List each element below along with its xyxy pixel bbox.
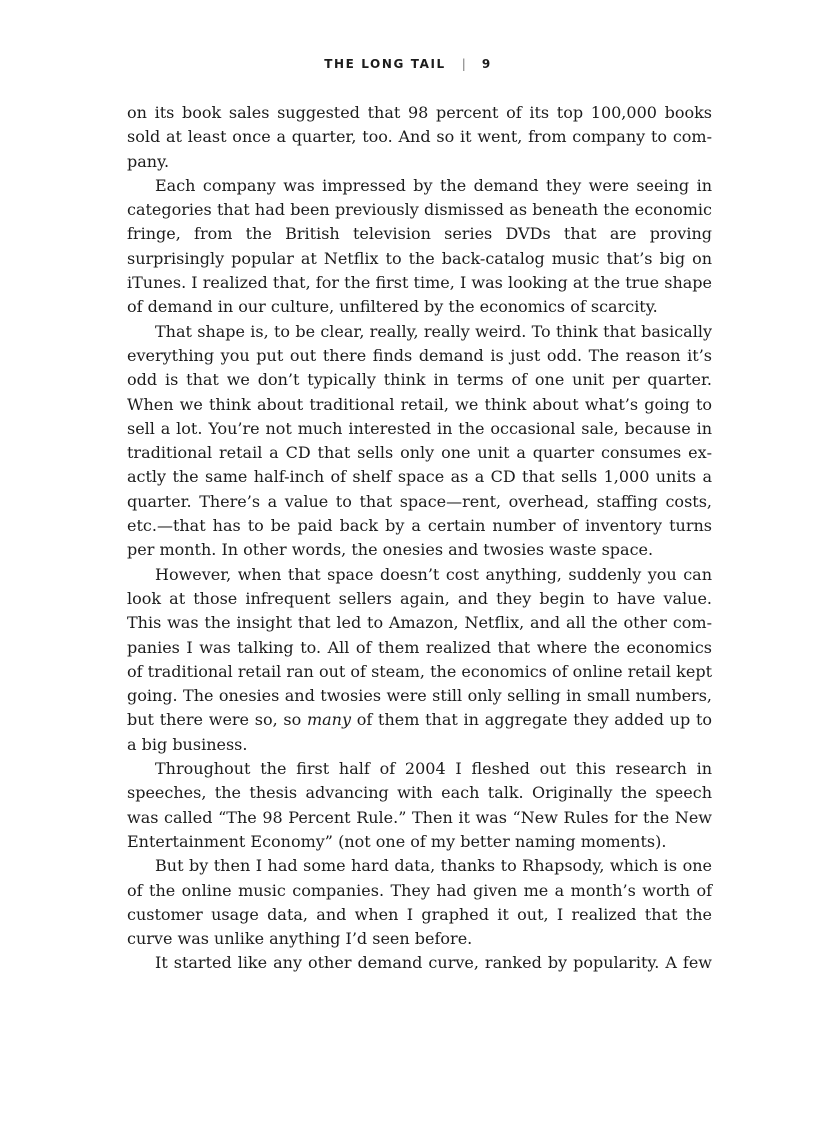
page-number: 9 (481, 57, 492, 71)
paragraph: Throughout the first half of 2004 I fleshed out this research in speeches, the thesis advancing with each talk. Originally the speech was called “The 98 Percent Rule.” Then it was “New Rules for the New Entertainment Economy” (not one of my better naming moments). (127, 759, 712, 851)
running-header (0, 57, 816, 71)
header-separator: | (461, 57, 466, 71)
body-text (127, 101, 712, 976)
paragraph: But by then I had some hard data, thanks to Rhapsody, which is one of the online music companies. They had given me a month’s worth of customer usage data, and when I graphed it out, I realized that the curve was unlike anything I’d seen before. (127, 856, 712, 949)
paragraph: It started like any other demand curve, ranked by popularity. A few (155, 953, 712, 973)
paragraph: Each company was impressed by the demand they were seeing in categories that had been previously dismissed as beneath the economic fringe, from the British television series DVDs that are proving surprisingly popular at Netflix to the back-catalog music that’s big on iTunes. I realized that, for the first time, I was looking at the true shape of demand in our culture, unfiltered by the economics of scarcity. (127, 175, 712, 317)
paragraph: on its book sales suggested that 98 percent of its top 100,000 books sold at least once a quarter, too. And so it went, from company to company. (127, 103, 712, 171)
paragraph: That shape is, to be clear, really, really weird. To think that basically everything you put out there finds demand is just odd. The reason it’s odd is that we don’t typically think in terms of one unit per quarter. When we think about traditional retail, we think about what’s going to sell a lot. You’re not much interested in the occasional sale, because in traditional retail a CD that sells only one unit a quarter consumes exactly the same half-inch of shelf space as a CD that sells 1,000 units a quarter. There’s a value to that space—rent, overhead, staffing costs, etc.—that has to be paid back by a certain number of inventory turns per month. In other words, the onesies and twosies waste space. (127, 321, 712, 560)
paragraph: However, when that space doesn’t cost anything, suddenly you can look at those infrequent sellers again, and they begin to have value. This was the insight that led to Amazon, Netflix, and all the other companies I was talking to. All of them realized that where the economics of traditional retail ran out of steam, the economics of online retail kept going. The onesies and twosies were still only selling in small numbers, but there were so, so many of them that in aggregate they added up to a big business. (127, 564, 713, 754)
emphasis-text: many (306, 710, 352, 730)
book-title: THE LONG TAIL (324, 57, 446, 71)
